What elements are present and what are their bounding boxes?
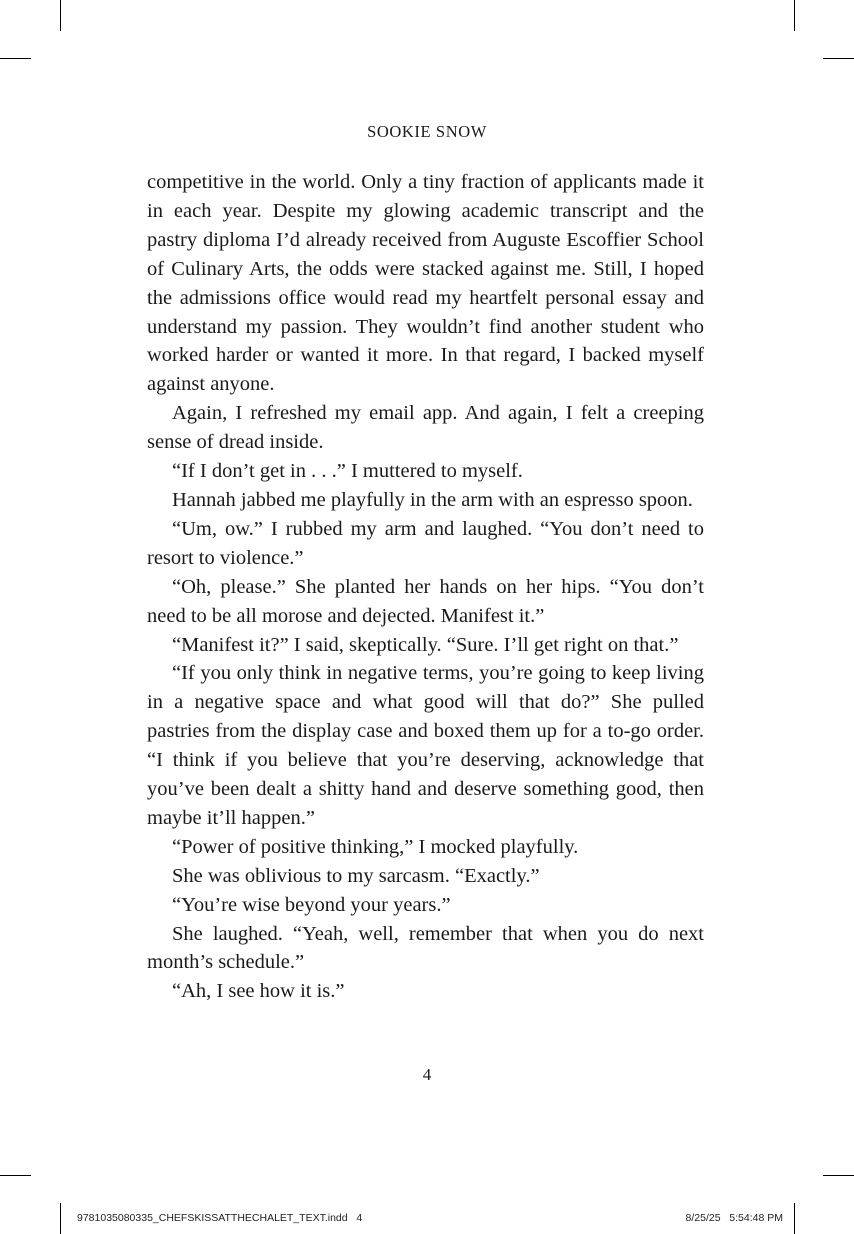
crop-mark-right-bottom xyxy=(823,1175,854,1176)
crop-mark-left-top xyxy=(0,58,31,59)
paragraph: “Ah, I see how it is.” xyxy=(172,980,345,1003)
paragraph: competitive in the world. Only a tiny fraction of applicants made it in each year. Despite my glowing academic transcript and the pastry diploma I’d already received from Auguste Escoffier School of Culinary Arts, the odds were stacked against me. Still, I hoped the admissions office would read my heartfelt personal essay and understand my passion. They wouldn’t find another student who worked harder or wanted it more. In that regard, I backed myself against anyone. xyxy=(147,171,704,396)
crop-mark-top-right xyxy=(794,0,795,31)
paragraph: “If you only think in negative terms, you’re going to keep living in a negative space and what good will that do?” She pulled pastries from the display case and boxed them up for a to-go order. “I think if you believe that you’re deserving, acknowledge that you’ve been dealt a shitty hand and deserve something good, then maybe it’ll happen.” xyxy=(147,662,704,829)
paragraph: She laughed. “Yeah, well, remember that when you do next month’s schedule.” xyxy=(147,922,704,974)
body-text xyxy=(147,168,704,1006)
paragraph: “You’re wise beyond your years.” xyxy=(172,893,451,916)
running-head: SOOKIE SNOW xyxy=(367,122,487,141)
paragraph: “If I don’t get in . . .” I muttered to myself. xyxy=(172,460,523,483)
paragraph: “Oh, please.” She planted her hands on her hips. “You don’t need to be all morose and dejected. Manifest it.” xyxy=(147,575,704,627)
slug-filename: 9781035080335_CHEFSKISSATTHECHALET_TEXT.indd 4 xyxy=(77,1212,363,1224)
slug-timestamp: 8/25/25 5:54:48 PM xyxy=(685,1212,783,1224)
paragraph: Hannah jabbed me playfully in the arm with an espresso spoon. xyxy=(172,488,693,511)
crop-mark-bottom-right xyxy=(794,1203,795,1234)
paragraph: “Power of positive thinking,” I mocked playfully. xyxy=(172,835,579,858)
crop-mark-bottom-left xyxy=(60,1203,61,1234)
paragraph: She was oblivious to my sarcasm. “Exactly.” xyxy=(172,864,540,887)
crop-mark-right-top xyxy=(823,58,854,59)
crop-mark-left-bottom xyxy=(0,1175,31,1176)
page-number: 4 xyxy=(422,1065,432,1084)
paragraph: Again, I refreshed my email app. And again, I felt a creeping sense of dread inside. xyxy=(147,402,704,454)
paragraph: “Um, ow.” I rubbed my arm and laughed. “You don’t need to resort to violence.” xyxy=(147,517,704,569)
paragraph: “Manifest it?” I said, skeptically. “Sure. I’ll get right on that.” xyxy=(172,633,679,656)
crop-mark-top-left xyxy=(60,0,61,31)
